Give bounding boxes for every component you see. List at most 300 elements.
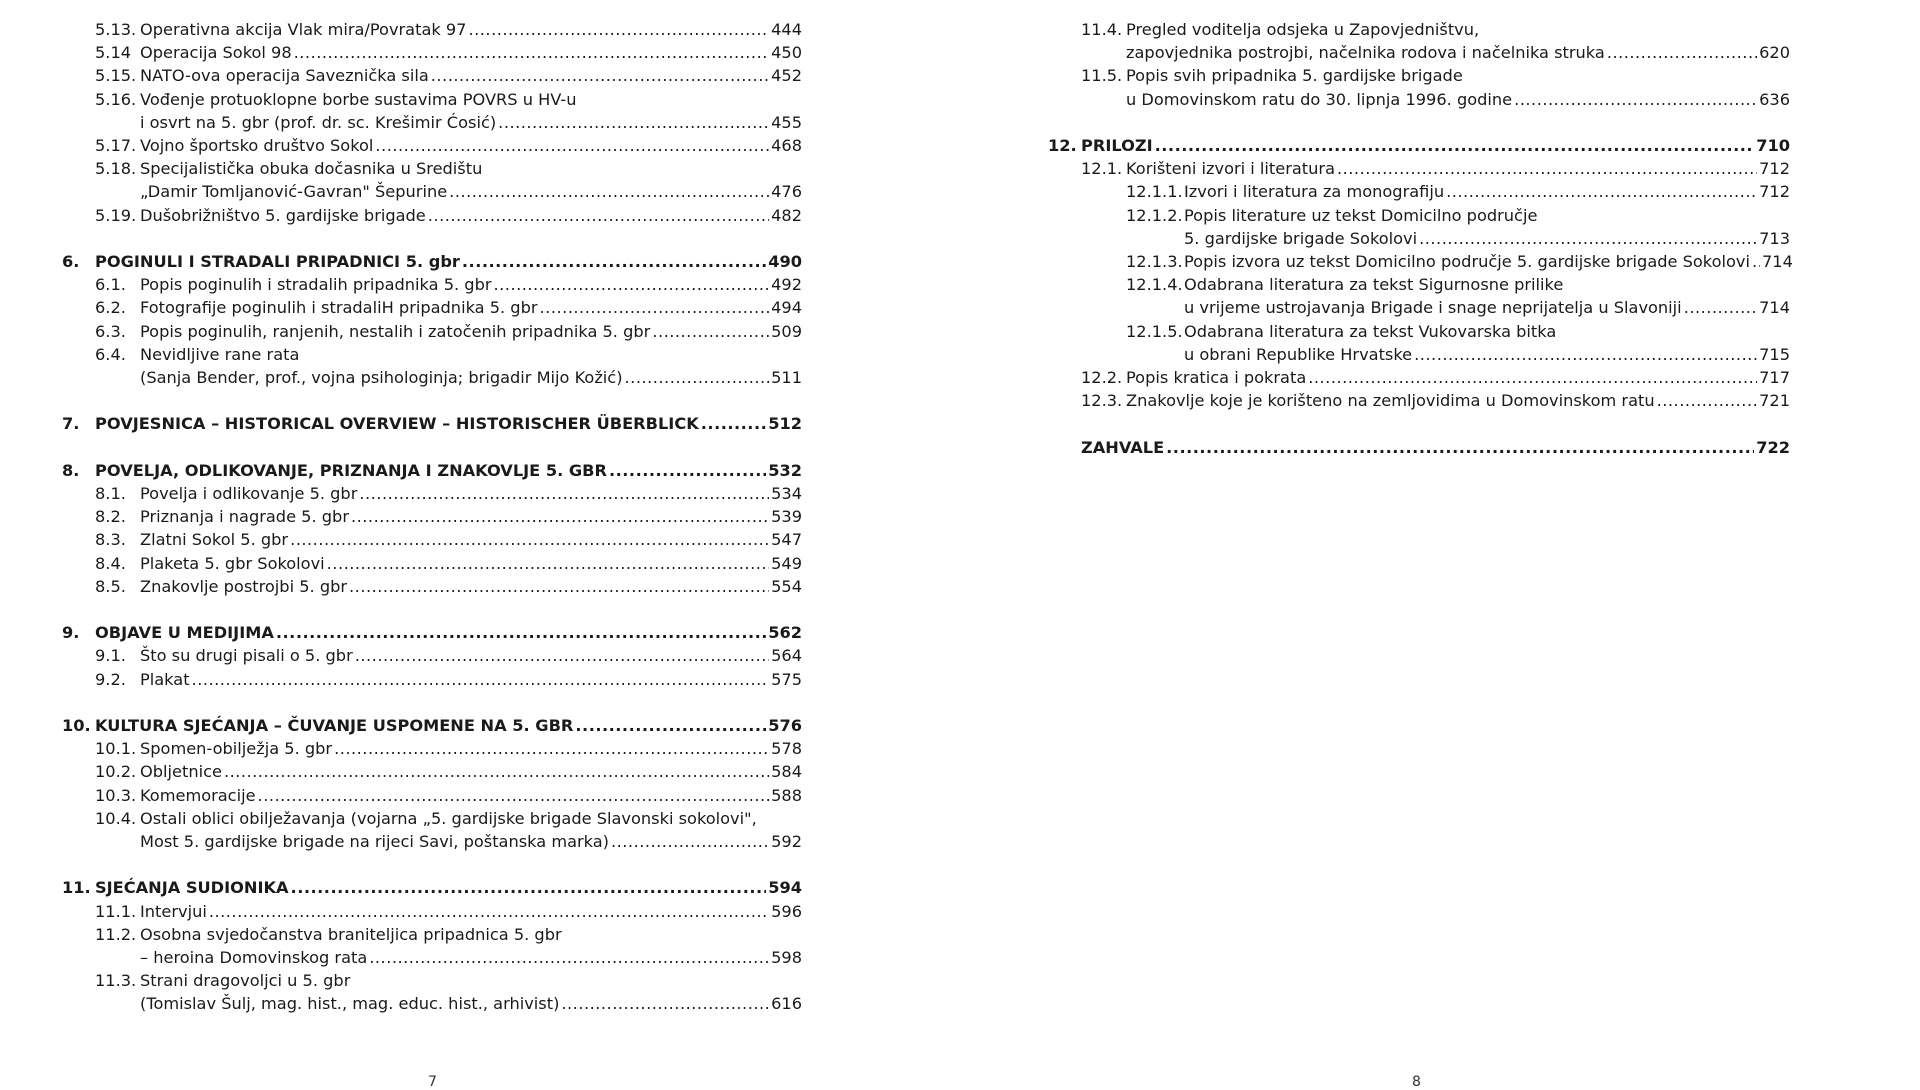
toc-section	[62, 923, 802, 969]
toc-entry-last-line	[140, 296, 802, 319]
toc-page-number: 712	[1759, 159, 1790, 179]
toc-entry-title-line: POVELJA, ODLIKOVANJE, PRIZNANJA I ZNAKOVLJE 5. GBR	[95, 460, 607, 480]
toc-entry-number: 8.	[62, 460, 80, 480]
toc-section	[1048, 157, 1790, 180]
toc-page-number: 596	[771, 901, 802, 921]
toc-entry-last-line	[1126, 88, 1790, 111]
toc-entry-number: 6.	[62, 252, 80, 272]
toc-section	[62, 18, 802, 41]
toc-section	[1048, 320, 1790, 366]
toc-page-number: 636	[1759, 89, 1790, 109]
toc-chapter	[62, 250, 802, 273]
toc-entry-title-line: Znakovlje koje je korišteno na zemljovidima u Domovinskom ratu	[1126, 391, 1655, 411]
toc-entry-number: 11.4.	[1081, 20, 1123, 39]
toc-entry-last-line	[140, 482, 802, 505]
toc-entry-last-line	[140, 64, 802, 87]
toc-entry-last-line	[95, 250, 802, 273]
toc-section	[62, 273, 802, 296]
toc-entry-title-line: „Damir Tomljanović-Gavran" Šepurine	[140, 182, 448, 202]
toc-page-number: 710	[1756, 136, 1790, 155]
toc-entry-title-line: Popis poginulih i stradalih pripadnika 5. gbr	[140, 275, 492, 295]
toc-chapter	[62, 714, 802, 737]
toc-section	[62, 320, 802, 343]
toc-leader-dots	[258, 784, 770, 807]
toc-entry-number: 10.1.	[95, 739, 137, 759]
toc-leader-dots	[449, 180, 769, 203]
toc-entry-number: 11.1.	[95, 901, 137, 921]
toc-left-column	[62, 18, 802, 1016]
toc-entry-number: 7.	[62, 414, 80, 434]
toc-section	[62, 482, 802, 505]
toc-page-number: 444	[771, 20, 802, 39]
toc-chapter	[62, 412, 802, 435]
toc-entry-number: 10.3.	[95, 785, 137, 805]
toc-chapter	[62, 621, 802, 644]
toc-entry-last-line	[140, 737, 802, 760]
toc-entry-last-line	[140, 830, 802, 853]
toc-entry-number: 6.4.	[95, 344, 126, 364]
toc-leader-dots	[375, 134, 769, 157]
toc-entry-body	[140, 88, 802, 134]
toc-section	[62, 41, 802, 64]
toc-entry-last-line	[95, 412, 802, 435]
toc-entry-title-line: u obrani Republike Hrvatske	[1184, 344, 1413, 364]
toc-section	[1048, 389, 1790, 412]
toc-section	[62, 969, 802, 1015]
toc-entry-number: 8.5.	[95, 576, 126, 596]
toc-entry-body	[1126, 157, 1790, 180]
toc-leader-dots	[349, 575, 769, 598]
toc-page-number: 452	[771, 66, 802, 86]
toc-entry-last-line	[95, 876, 802, 899]
toc-section	[62, 760, 802, 783]
toc-page-number: 575	[771, 669, 802, 689]
toc-entry-last-line	[1126, 366, 1790, 389]
toc-leader-dots	[611, 830, 769, 853]
toc-leader-dots	[290, 528, 769, 551]
toc-entry-last-line	[140, 644, 802, 667]
toc-entry-last-line	[140, 18, 802, 41]
toc-entry-body	[1126, 64, 1790, 110]
toc-section	[62, 204, 802, 227]
toc-entry-last-line	[140, 552, 802, 575]
toc-entry-number: 5.13.	[95, 20, 137, 39]
toc-entry-number: 6.2.	[95, 298, 126, 318]
toc-page-number: 717	[1759, 368, 1790, 388]
toc-section	[1048, 273, 1790, 319]
toc-entry-last-line	[140, 575, 802, 598]
toc-section	[62, 528, 802, 551]
toc-entry-number: 12.1.1.	[1126, 182, 1183, 202]
toc-entry-last-line	[140, 784, 802, 807]
toc-entry-title-line: Plakat	[140, 669, 190, 689]
toc-section	[62, 807, 802, 853]
toc-page-number: 721	[1759, 391, 1790, 411]
toc-entry-body	[140, 900, 802, 923]
toc-leader-dots	[1419, 227, 1757, 250]
toc-entry-number: 8.3.	[95, 530, 126, 550]
toc-entry-number	[1048, 436, 1081, 459]
toc-entry-number: 12.2.	[1081, 368, 1123, 388]
toc-entry-number: 11.5.	[1081, 66, 1123, 86]
toc-entry-number: 12.1.3.	[1126, 252, 1183, 272]
toc-entry-number: 8.2.	[95, 507, 126, 527]
toc-entry-body	[1184, 250, 1793, 273]
toc-entry-title-line: Fotografije poginulih i stradaliH pripadnika 5. gbr	[140, 298, 538, 318]
toc-entry-number: 5.14	[95, 43, 132, 63]
toc-section	[62, 900, 802, 923]
toc-leader-dots	[1684, 296, 1757, 319]
toc-entry-body	[95, 459, 802, 482]
toc-leader-dots	[276, 621, 766, 644]
toc-entry-title-line: Popis kratica i pokrata	[1126, 368, 1307, 388]
toc-page-number: 549	[771, 553, 802, 573]
toc-entry-body	[1126, 366, 1790, 389]
toc-entry-number: 5.16.	[95, 89, 137, 109]
toc-entry-title-line: Što su drugi pisali o 5. gbr	[140, 646, 353, 666]
toc-entry-last-line	[95, 714, 802, 737]
toc-section	[1048, 204, 1790, 250]
toc-entry-body	[95, 621, 802, 644]
toc-entry-title-line: KULTURA SJEĆANJA – ČUVANJE USPOMENE NA 5. GBR	[95, 716, 574, 736]
toc-page-number: 554	[771, 576, 802, 596]
toc-entry-body	[140, 760, 802, 783]
toc-entry-title-line: zapovjednika postrojbi, načelnika rodova i načelnika struka	[1126, 43, 1605, 63]
toc-entry-body	[140, 807, 802, 853]
toc-page-number: 588	[771, 785, 802, 805]
toc-entry-body	[140, 18, 802, 41]
toc-entry-number: 11.2.	[95, 924, 137, 944]
toc-page-number: 592	[771, 832, 802, 852]
toc-section	[62, 505, 802, 528]
toc-section	[1048, 64, 1790, 110]
toc-section	[62, 134, 802, 157]
toc-entry-number: 12.1.2.	[1126, 205, 1183, 225]
toc-page-number: 509	[771, 321, 802, 341]
toc-entry-title-line: Popis literature uz tekst Domicilno područje	[1184, 205, 1538, 225]
toc-entry-number: 6.3.	[95, 321, 126, 341]
toc-entry-title-line: PRILOZI	[1081, 136, 1153, 155]
toc-entry-title-line: Izvori i literatura za monografiju	[1184, 182, 1445, 202]
toc-section	[62, 784, 802, 807]
toc-entry-last-line	[1126, 389, 1790, 412]
toc-page-number: 482	[771, 205, 802, 225]
toc-chapter	[1048, 134, 1790, 157]
page-number-right: 8	[1412, 1074, 1421, 1090]
toc-entry-last-line	[140, 111, 802, 134]
toc-entry-last-line	[1184, 227, 1790, 250]
toc-entry-body	[140, 482, 802, 505]
toc-entry-number: 8.1.	[95, 484, 126, 504]
toc-entry-title-line: Intervjui	[140, 901, 207, 921]
toc-entry-body	[140, 343, 802, 389]
toc-entry-body	[140, 157, 802, 203]
toc-page-number: 468	[771, 136, 802, 156]
toc-page-number: 616	[771, 994, 802, 1014]
toc-section	[62, 88, 802, 134]
toc-entry-number: 5.15.	[95, 66, 137, 86]
toc-entry-body	[140, 528, 802, 551]
toc-entry-title-line: Plaketa 5. gbr Sokolovi	[140, 553, 325, 573]
toc-entry-last-line	[1081, 436, 1790, 459]
toc-entry-number: 9.1.	[95, 646, 126, 666]
toc-page-number: 722	[1756, 437, 1790, 457]
toc-entry-last-line	[1184, 180, 1790, 203]
toc-entry-body	[140, 969, 802, 1015]
toc-entry-last-line	[1081, 134, 1790, 157]
toc-entry-title-line: Korišteni izvori i literatura	[1126, 159, 1335, 179]
toc-entry-title-line: u Domovinskom ratu do 30. lipnja 1996. godine	[1126, 89, 1513, 109]
toc-page-number: 712	[1759, 182, 1790, 202]
toc-entry-number: 5.19.	[95, 205, 137, 225]
toc-entry-title-line: Operacija Sokol 98	[140, 43, 292, 63]
toc-entry-last-line	[140, 900, 802, 923]
toc-section	[1048, 250, 1793, 273]
toc-entry-last-line	[95, 621, 802, 644]
toc-entry-last-line	[140, 668, 802, 691]
toc-entry-body	[1184, 320, 1790, 366]
toc-leader-dots	[291, 876, 767, 899]
toc-entry-title-line: Obljetnice	[140, 762, 222, 782]
toc-entry-body	[1081, 134, 1790, 157]
toc-entry-number: 10.	[62, 716, 91, 736]
toc-entry-title-line: Strani dragovoljci u 5. gbr	[140, 971, 351, 991]
toc-section	[62, 668, 802, 691]
toc-chapter	[62, 459, 802, 482]
toc-entry-body	[140, 575, 802, 598]
toc-entry-last-line	[1184, 343, 1790, 366]
toc-entry-last-line	[140, 528, 802, 551]
toc-entry-number: 6.1.	[95, 275, 126, 295]
toc-leader-dots	[540, 296, 770, 319]
toc-entry-number: 12.	[1048, 136, 1077, 155]
toc-entry-title-line: Vojno športsko društvo Sokol	[140, 136, 374, 156]
toc-entry-last-line	[140, 273, 802, 296]
toc-section	[62, 296, 802, 319]
toc-leader-dots	[431, 64, 769, 87]
toc-entry-last-line	[140, 946, 802, 969]
toc-section	[1048, 366, 1790, 389]
toc-leader-dots	[494, 273, 770, 296]
toc-entry-last-line	[140, 204, 802, 227]
toc-section	[62, 552, 802, 575]
toc-section	[62, 644, 802, 667]
toc-entry-number: 12.3.	[1081, 391, 1123, 411]
toc-entry-body	[95, 714, 802, 737]
toc-entry-number: 10.4.	[95, 808, 137, 828]
toc-entry-last-line	[1126, 157, 1790, 180]
toc-entry-title-line: Znakovlje postrojbi 5. gbr	[140, 576, 348, 596]
toc-entry-title-line: Spomen-obilježja 5. gbr	[140, 739, 333, 759]
toc-entry-last-line	[140, 320, 802, 343]
toc-entry-body	[140, 552, 802, 575]
toc-entry-number: 11.3.	[95, 971, 137, 991]
toc-entry-title-line: u vrijeme ustrojavanja Brigade i snage neprijatelja u Slavoniji	[1184, 298, 1682, 318]
toc-entry-body	[1081, 436, 1790, 459]
toc-page-number: 620	[1759, 43, 1790, 63]
toc-page-number: 584	[771, 762, 802, 782]
toc-entry-number: 5.17.	[95, 136, 137, 156]
toc-section	[62, 157, 802, 203]
toc-entry-number: 9.	[62, 623, 80, 643]
toc-entry-title-line: (Sanja Bender, prof., vojna psihologinja; brigadir Mijo Kožić)	[140, 368, 623, 388]
toc-entry-body	[140, 784, 802, 807]
toc-entry-last-line	[1126, 41, 1790, 64]
toc-leader-dots	[428, 204, 769, 227]
toc-entry-title-line: Povelja i odlikovanje 5. gbr	[140, 484, 358, 504]
toc-leader-dots	[294, 41, 769, 64]
toc-section	[1048, 18, 1790, 64]
toc-entry-body	[95, 250, 802, 273]
toc-page-number: 594	[768, 878, 802, 898]
toc-entry-body	[1184, 180, 1790, 203]
toc-page-number: 598	[771, 948, 802, 968]
toc-entry-title-line: SJEĆANJA SUDIONIKA	[95, 878, 289, 898]
toc-entry-title-line: Operativna akcija Vlak mira/Povratak 97	[140, 20, 467, 39]
toc-entry-body	[95, 412, 802, 435]
toc-leader-dots	[609, 459, 766, 482]
toc-entry-title-line: Komemoracije	[140, 785, 256, 805]
toc-leader-dots	[1337, 157, 1757, 180]
toc-page-number: 450	[771, 43, 802, 63]
toc-entry-body	[1184, 273, 1790, 319]
toc-entry-title-line: Popis svih pripadnika 5. gardijske brigade	[1126, 66, 1463, 86]
toc-entry-last-line	[140, 760, 802, 783]
toc-section	[62, 343, 802, 389]
toc-leader-dots	[1446, 180, 1757, 203]
toc-page-number: 534	[771, 484, 802, 504]
toc-entry-body	[140, 204, 802, 227]
toc-entry-number: 8.4.	[95, 553, 126, 573]
toc-leader-dots	[209, 900, 769, 923]
toc-entry-number: 10.2.	[95, 762, 137, 782]
toc-entry-title-line: Zlatni Sokol 5. gbr	[140, 530, 289, 550]
toc-entry-number: 11.	[62, 878, 91, 898]
toc-leader-dots	[468, 18, 769, 41]
toc-leader-dots	[369, 946, 769, 969]
toc-entry-body	[1126, 389, 1790, 412]
toc-page-number: 564	[771, 646, 802, 666]
toc-leader-dots	[652, 320, 769, 343]
toc-leader-dots	[224, 760, 769, 783]
toc-entry-title-line: Popis izvora uz tekst Domicilno područje 5. gardijske brigade Sokolovi	[1184, 252, 1750, 272]
toc-section	[1048, 180, 1790, 203]
toc-entry-title-line: Pregled voditelja odsjeka u Zapovjedništvu,	[1126, 20, 1480, 39]
toc-section	[62, 575, 802, 598]
page-number-left: 7	[428, 1074, 437, 1090]
toc-page-number: 494	[771, 298, 802, 318]
toc-entry-title-line: POVJESNICA – HISTORICAL OVERVIEW – HISTORISCHER ÜBERBLICK	[95, 414, 699, 434]
toc-entry-body	[140, 505, 802, 528]
toc-entry-title-line: – heroina Domovinskog rata	[140, 948, 368, 968]
toc-page-number: 714	[1761, 252, 1793, 272]
toc-entry-last-line	[140, 180, 802, 203]
toc-leader-dots	[1414, 343, 1757, 366]
toc-entry-title-line: Specijalistička obuka dočasnika u Središtu	[140, 159, 483, 179]
toc-entry-number: 12.1.	[1081, 159, 1123, 179]
toc-entry-body	[140, 41, 802, 64]
toc-page-number: 532	[768, 460, 802, 480]
toc-leader-dots	[625, 366, 770, 389]
toc-entry-title-line: Vođenje protuoklopne borbe sustavima POVRS u HV-u	[140, 89, 577, 109]
toc-entry-title-line: Popis poginulih, ranjenih, nestalih i zatočenih pripadnika 5. gbr	[140, 321, 651, 341]
toc-entry-body	[140, 644, 802, 667]
toc-entry-title-line: Odabrana literatura za tekst Sigurnosne prilike	[1184, 275, 1564, 295]
toc-entry-last-line	[95, 459, 802, 482]
toc-entry-last-line	[1184, 296, 1790, 319]
toc-leader-dots	[327, 552, 769, 575]
toc-entry-title-line: Nevidljive rane rata	[140, 344, 300, 364]
toc-entry-body	[140, 320, 802, 343]
toc-entry-title-line: POGINULI I STRADALI PRIPADNICI 5. gbr	[95, 252, 460, 272]
toc-entry-title-line: NATO-ova operacija Saveznička sila	[140, 66, 429, 86]
toc-leader-dots	[1607, 41, 1757, 64]
toc-page-number: 715	[1759, 344, 1790, 364]
toc-entry-number: 12.1.4.	[1126, 275, 1183, 295]
toc-leader-dots	[192, 668, 770, 691]
toc-entry-title-line: Dušobrižništvo 5. gardijske brigade	[140, 205, 426, 225]
toc-page-number: 576	[768, 716, 802, 736]
toc-entry-body	[140, 296, 802, 319]
toc-entry-title-line: ZAHVALE	[1081, 437, 1165, 457]
toc-entry-number: 5.18.	[95, 159, 137, 179]
toc-page-number: 539	[771, 507, 802, 527]
toc-chapter	[1048, 436, 1790, 459]
toc-entry-title-line: OBJAVE U MEDIJIMA	[95, 623, 274, 643]
toc-entry-number: 12.1.5.	[1126, 321, 1183, 341]
toc-entry-title-line: 5. gardijske brigade Sokolovi	[1184, 228, 1418, 248]
toc-entry-number: 9.2.	[95, 669, 126, 689]
toc-leader-dots	[334, 737, 769, 760]
toc-entry-body	[140, 64, 802, 87]
toc-entry-body	[95, 876, 802, 899]
toc-page-number: 714	[1759, 298, 1790, 318]
toc-entry-body	[140, 134, 802, 157]
toc-entry-title-line: Ostali oblici obilježavanja (vojarna „5. gardijske brigade Slavonski sokolovi",	[140, 808, 757, 828]
toc-leader-dots	[1752, 250, 1760, 273]
toc-section	[62, 64, 802, 87]
toc-page-number: 490	[768, 252, 802, 272]
toc-leader-dots	[355, 644, 769, 667]
toc-entry-last-line	[1184, 250, 1793, 273]
toc-entry-body	[140, 273, 802, 296]
toc-entry-last-line	[140, 134, 802, 157]
toc-entry-title-line: (Tomislav Šulj, mag. hist., mag. educ. hist., arhivist)	[140, 994, 560, 1014]
toc-section	[62, 737, 802, 760]
toc-entry-body	[1184, 204, 1790, 250]
toc-chapter	[62, 876, 802, 899]
toc-leader-dots	[1308, 366, 1757, 389]
toc-page-number: 455	[771, 112, 802, 132]
toc-leader-dots	[1155, 134, 1755, 157]
toc-leader-dots	[498, 111, 769, 134]
toc-leader-dots	[561, 992, 769, 1015]
toc-entry-last-line	[140, 366, 802, 389]
toc-entry-title-line: Priznanja i nagrade 5. gbr	[140, 507, 349, 527]
toc-leader-dots	[701, 412, 766, 435]
toc-entry-body	[140, 923, 802, 969]
toc-leader-dots	[351, 505, 769, 528]
toc-entry-title-line: i osvrt na 5. gbr (prof. dr. sc. Krešimir Ćosić)	[140, 112, 497, 132]
toc-entry-body	[1126, 18, 1790, 64]
toc-page-number: 476	[771, 182, 802, 202]
toc-page-number: 492	[771, 275, 802, 295]
toc-leader-dots	[1514, 88, 1757, 111]
toc-right-column	[1048, 18, 1793, 459]
toc-entry-title-line: Osobna svjedočanstva braniteljica pripadnica 5. gbr	[140, 924, 562, 944]
toc-leader-dots	[1657, 389, 1757, 412]
toc-page-number: 713	[1759, 228, 1790, 248]
